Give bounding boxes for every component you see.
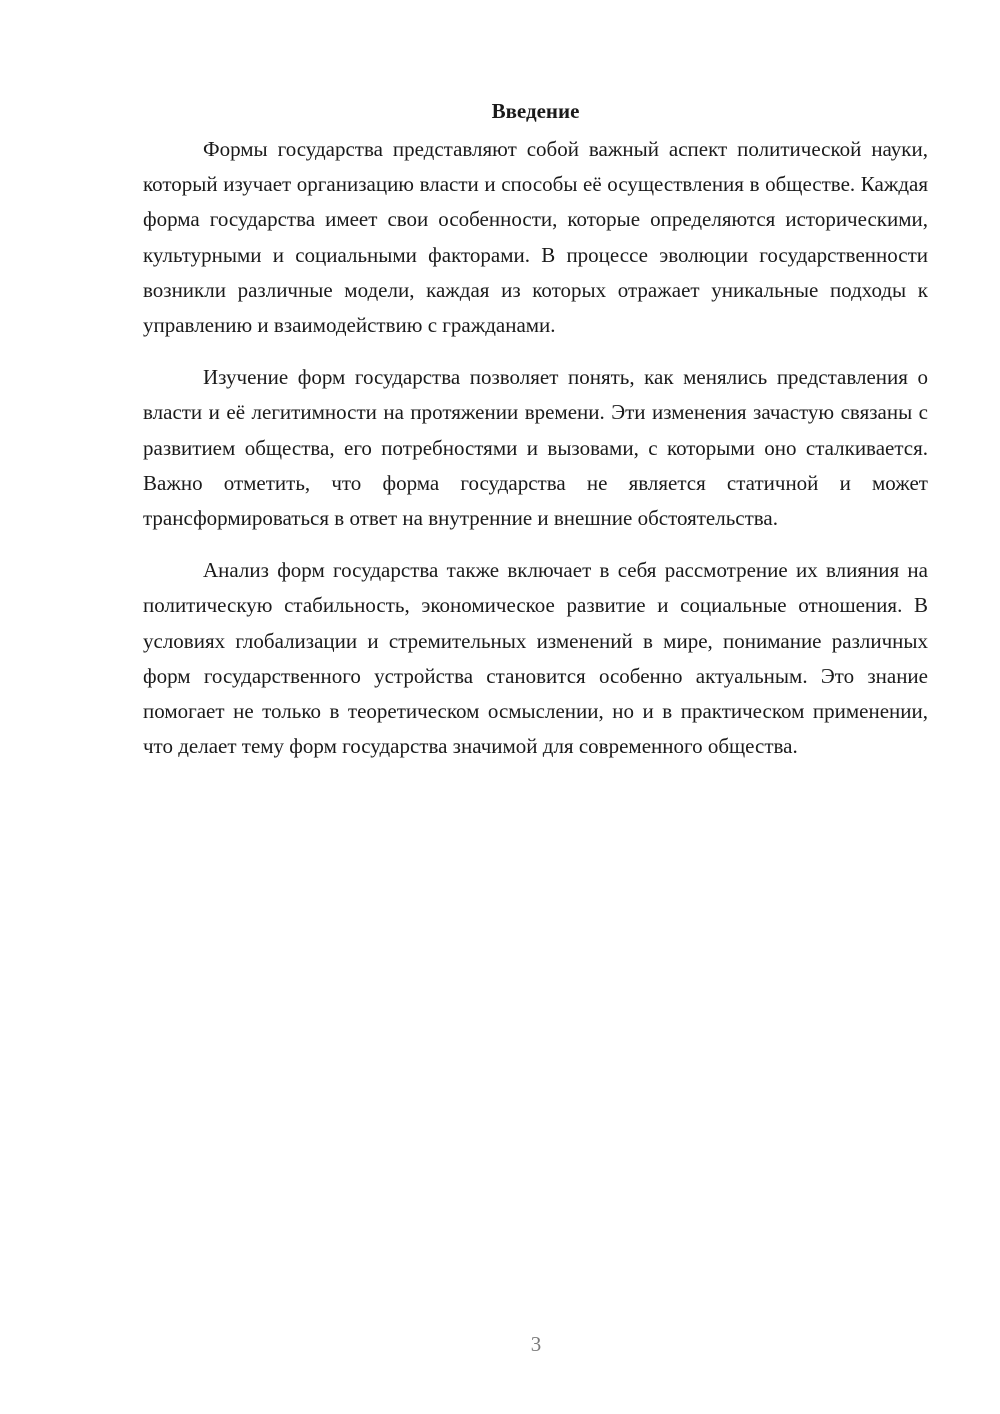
paragraph-3: Анализ форм государства также включает в себя рассмотрение их влияния на политическую стабильность, экономическое развитие и социальные отношения. В условиях глобализации и стремительных изменений в мире, понимание различных форм государственного устройства становится особенно актуальным. Это знание помогает не только в теоретическом осмыслении, но и в практическом применении, что делает тему форм государства значимой для современного общества.	[143, 558, 928, 759]
paragraph-1: Формы государства представляют собой важный аспект политической науки, который изучает организацию власти и способы её осуществления в обществе. Каждая форма государства имеет свои особенности, которые определяются историческими, культурными и социальными факторами. В процессе эволюции государственности возникли различные модели, каждая из которых отражает уникальные подходы к управлению и взаимодействию с гражданами.	[143, 137, 928, 338]
section-heading: Введение	[491, 99, 580, 123]
paragraph-2: Изучение форм государства позволяет понять, как менялись представления о власти и её легитимности на протяжении времени. Эти изменения зачастую связаны с развитием общества, его потребностями и вызовами, с которыми оно сталкивается. Важно отметить, что форма государства не является статичной и может трансформироваться в ответ на внутренние и внешние обстоятельства.	[143, 365, 928, 531]
page-number: 3	[530, 1332, 542, 1356]
page-content	[143, 97, 928, 781]
